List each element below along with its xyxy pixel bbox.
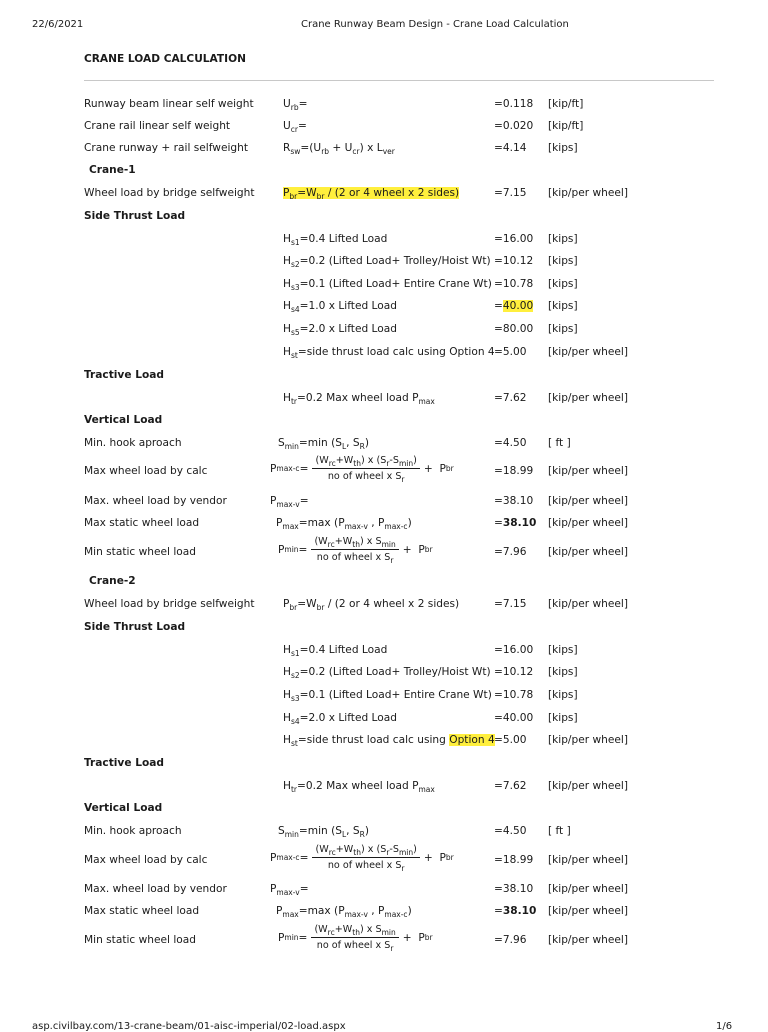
value: =10.12 <box>494 255 534 267</box>
value: =18.99 <box>494 854 534 866</box>
unit: [kips] <box>548 300 578 312</box>
section-heading: Side Thrust Load <box>84 210 186 222</box>
unit: [kip/per wheel] <box>548 465 628 477</box>
formula: $S_{min}=\min$ ($S_L$, $S_R$) <box>278 825 369 839</box>
formula: $H_{s3}=0.1$ (Lifted Load+ Entire Crane Wt) <box>283 689 492 703</box>
formula: P max-c = $\frac{(W_{rc}+W_{th}) x (S_r-S_{min})}{no of wheel x S_r}$ + P br <box>270 844 454 873</box>
crane1-row-pmax-vendor <box>0 492 768 512</box>
formula: $P_{br}=W_{br} / (2$ or 4 wheel x 2 sides) <box>283 598 460 612</box>
formula: $H_{s5}=2.0$ x Lifted Load <box>283 323 397 337</box>
formula: $P_{max}=\max$ ($P_{max-v}$ , $P_{max-c}$) <box>276 905 412 919</box>
print-title: Crane Runway Beam Design - Crane Load Calculation <box>301 19 569 30</box>
crane1-row-hs1 <box>0 230 768 250</box>
formula: $H_{s3}=0.1$ (Lifted Load+ Entire Crane Wt) <box>283 278 492 292</box>
formula: $P_{max-v}=$ <box>270 883 309 897</box>
crane1-row-hs4 <box>0 297 768 317</box>
crane1-side-thrust-heading <box>0 207 768 227</box>
unit: [kip/per wheel] <box>548 517 628 529</box>
formula: $H_{s2}=0.2$ (Lifted Load+ Trolley/Hoist Wt) <box>283 666 491 680</box>
crane1-row-wheel-load <box>0 184 768 204</box>
formula: $H_{s1}=0.4$ Lifted Load <box>283 233 388 247</box>
label: Wheel load by bridge selfweight <box>84 598 255 610</box>
formula: $H_{st}=side$ thrust load calc using Option 4 <box>283 346 495 360</box>
row-rail-self-weight <box>0 117 768 137</box>
unit: [kip/per wheel] <box>548 854 628 866</box>
row-runway-self-weight <box>0 95 768 115</box>
crane1-row-pmax <box>0 514 768 534</box>
crane1-vertical-heading <box>0 411 768 431</box>
formula: $H_{st}=side$ thrust load calc using Option 4 <box>283 734 495 748</box>
crane-title: Crane-1 <box>89 164 136 176</box>
section-heading: Tractive Load <box>84 369 164 381</box>
unit: [kip/per wheel] <box>548 734 628 746</box>
formula: $H_{s1}=0.4$ Lifted Load <box>283 644 388 658</box>
crane2-heading <box>0 572 768 592</box>
formula: P min = $\frac{(W_{rc}+W_{th}) x S_{min}}{no of wheel x S_r}$ + P br <box>278 536 433 565</box>
label: Runway beam linear self weight <box>84 98 254 110</box>
value: =10.78 <box>494 278 534 290</box>
label: Max wheel load by calc <box>84 465 208 477</box>
crane1-row-smin <box>0 434 768 454</box>
value: =18.99 <box>494 465 534 477</box>
crane1-row-htr <box>0 389 768 409</box>
section-heading: Side Thrust Load <box>84 621 186 633</box>
crane2-row-pmin <box>0 924 768 953</box>
symbol: $U_{cr}=$ <box>283 120 307 134</box>
value: =4.50 <box>494 825 527 837</box>
formula: P min = $\frac{(W_{rc}+W_{th}) x S_{min}}{no of wheel x S_r}$ + P br <box>278 924 433 953</box>
value: =38.10 <box>494 883 534 895</box>
formula: $H_{s4}=2.0$ x Lifted Load <box>283 712 397 726</box>
value: =40.00 <box>494 300 534 312</box>
unit: [kip/per wheel] <box>548 392 628 404</box>
crane2-row-hs2 <box>0 663 768 683</box>
unit: [kips] <box>548 233 578 245</box>
page-number: 1/6 <box>716 1021 733 1032</box>
label: Crane runway + rail selfweight <box>84 142 249 154</box>
crane2-side-thrust-heading <box>0 618 768 638</box>
crane2-vertical-heading <box>0 799 768 819</box>
value: =16.00 <box>494 233 534 245</box>
label: Max. wheel load by vendor <box>84 495 227 507</box>
value: =7.62 <box>494 392 527 404</box>
source-url: asp.civilbay.com/13-crane-beam/01-aisc-imperial/02-load.aspx <box>32 1021 346 1032</box>
value: =7.62 <box>494 780 527 792</box>
symbol: $U_{rb}=$ <box>283 98 308 112</box>
crane1-row-hs5 <box>0 320 768 340</box>
crane2-row-pmax-vendor <box>0 880 768 900</box>
value: =0.118 <box>494 98 534 110</box>
value: =38.10 <box>494 517 537 529</box>
value: =38.10 <box>494 495 534 507</box>
formula: $H_{tr}=0.2$ Max wheel load $P_{max}$ <box>283 392 435 406</box>
crane2-row-hs3 <box>0 686 768 706</box>
value: =16.00 <box>494 644 534 656</box>
unit: [kip/per wheel] <box>548 598 628 610</box>
page-title: CRANE LOAD CALCULATION <box>84 53 246 65</box>
crane2-row-pmax <box>0 902 768 922</box>
label: Min. hook aproach <box>84 825 182 837</box>
formula: P max-c = $\frac{(W_{rc}+W_{th}) x (S_r-S_{min})}{no of wheel x S_r}$ + P br <box>270 455 454 484</box>
unit: [kips] <box>548 689 578 701</box>
crane1-row-pmax-calc <box>0 455 768 484</box>
selected-option: Option 4 <box>449 734 495 746</box>
formula: $H_{s2}=0.2$ (Lifted Load+ Trolley/Hoist Wt) <box>283 255 491 269</box>
unit: [kips] <box>548 644 578 656</box>
value: =4.14 <box>494 142 527 154</box>
label: Min static wheel load <box>84 546 196 558</box>
value: =7.15 <box>494 187 527 199</box>
formula: $H_{tr}=0.2$ Max wheel load $P_{max}$ <box>283 780 435 794</box>
label: Max static wheel load <box>84 517 200 529</box>
divider <box>84 80 714 81</box>
formula: $S_{min}=\min$ ($S_L$, $S_R$) <box>278 437 369 451</box>
label: Wheel load by bridge selfweight <box>84 187 255 199</box>
unit: [kips] <box>548 666 578 678</box>
row-runway-rail-selfweight <box>0 139 768 159</box>
unit: [ ft ] <box>548 437 571 449</box>
section-heading: Tractive Load <box>84 757 164 769</box>
label: Max wheel load by calc <box>84 854 208 866</box>
value: =4.50 <box>494 437 527 449</box>
value: =38.10 <box>494 905 537 917</box>
unit: [kip/per wheel] <box>548 546 628 558</box>
value: =5.00 <box>494 346 527 358</box>
crane2-row-hst <box>0 731 768 751</box>
crane2-row-hs1 <box>0 641 768 661</box>
unit: [kip/per wheel] <box>548 905 628 917</box>
unit: [kips] <box>548 142 578 154</box>
unit: [kips] <box>548 255 578 267</box>
unit: [kip/per wheel] <box>548 883 628 895</box>
value: =7.96 <box>494 934 527 946</box>
crane2-row-htr <box>0 777 768 797</box>
unit: [ ft ] <box>548 825 571 837</box>
section-heading: Vertical Load <box>84 414 163 426</box>
formula: $P_{max}=\max$ ($P_{max-v}$ , $P_{max-c}$) <box>276 517 412 531</box>
print-date: 22/6/2021 <box>32 19 84 30</box>
crane-title: Crane-2 <box>89 575 136 587</box>
crane1-heading <box>0 161 768 181</box>
value: =5.00 <box>494 734 527 746</box>
label: Crane rail linear self weight <box>84 120 231 132</box>
formula: $P_{br}=W_{br} / (2$ or 4 wheel x 2 sides) <box>283 187 460 201</box>
crane1-row-hs3 <box>0 275 768 295</box>
unit: [kips] <box>548 278 578 290</box>
unit: [kips] <box>548 712 578 724</box>
crane1-row-hs2 <box>0 252 768 272</box>
crane2-row-smin <box>0 822 768 842</box>
label: Min static wheel load <box>84 934 196 946</box>
value: =7.15 <box>494 598 527 610</box>
selected-value: 40.00 <box>502 300 534 312</box>
formula: $P_{max-v}=$ <box>270 495 309 509</box>
label: Min. hook aproach <box>84 437 182 449</box>
unit: [kip/ft] <box>548 98 584 110</box>
unit: [kip/per wheel] <box>548 934 628 946</box>
value: =7.96 <box>494 546 527 558</box>
formula: $H_{s4}=1.0$ x Lifted Load <box>283 300 397 314</box>
unit: [kip/ft] <box>548 120 584 132</box>
unit: [kip/per wheel] <box>548 187 628 199</box>
symbol: $R_{sw}=(U_{rb} + U_{cr})$ x $L_{ver}$ <box>283 142 395 156</box>
value: =10.78 <box>494 689 534 701</box>
crane2-row-wheel-load <box>0 595 768 615</box>
unit: [kip/per wheel] <box>548 495 628 507</box>
unit: [kips] <box>548 323 578 335</box>
label: Max static wheel load <box>84 905 200 917</box>
crane1-tractive-heading <box>0 366 768 386</box>
value: =0.020 <box>494 120 534 132</box>
crane1-row-hst <box>0 343 768 363</box>
crane2-tractive-heading <box>0 754 768 774</box>
section-heading: Vertical Load <box>84 802 163 814</box>
crane2-row-pmax-calc <box>0 844 768 873</box>
value: =80.00 <box>494 323 534 335</box>
value: =10.12 <box>494 666 534 678</box>
crane2-row-hs4 <box>0 709 768 729</box>
value: =40.00 <box>494 712 534 724</box>
unit: [kip/per wheel] <box>548 346 628 358</box>
crane1-row-pmin <box>0 536 768 565</box>
label: Max. wheel load by vendor <box>84 883 227 895</box>
unit: [kip/per wheel] <box>548 780 628 792</box>
